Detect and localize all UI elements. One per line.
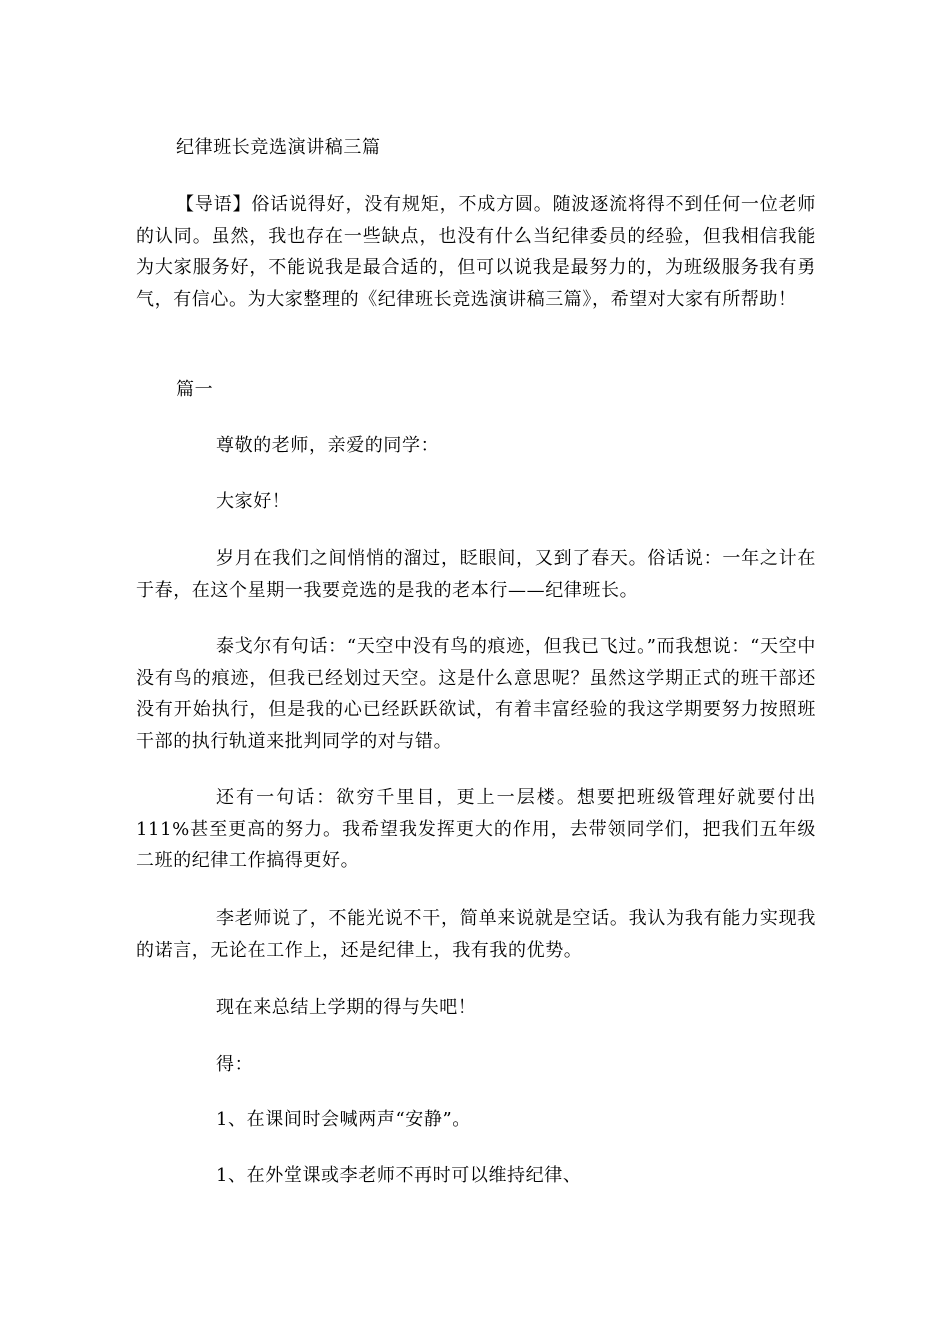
- document-title: 纪律班长竞选演讲稿三篇: [176, 137, 381, 158]
- list-item: 1、在外堂课或李老师不再时可以维持纪律、: [216, 1165, 582, 1186]
- summary-line: 现在来总结上学期的得与失吧！: [216, 997, 477, 1018]
- paragraph-1: 岁月在我们之间悄悄的溜过，眨眼间，又到了春天。俗话说：一年之计在于春，在这个星期一我要竞选的是我的老本行——纪律班长。: [136, 548, 816, 601]
- paragraph-4: 李老师说了，不能光说不干，简单来说就是空话。我认为我有能力实现我的诺言，无论在工作上，还是纪律上，我有我的优势。: [136, 908, 816, 961]
- section-heading: 篇一: [176, 379, 214, 400]
- paragraph-3: 还有一句话：欲穷千里目，更上一层楼。想要把班级管理好就要付出111%甚至更高的努力。我希望我发挥更大的作用，去带领同学们，把我们五年级二班的纪律工作搞得更好。: [136, 787, 816, 871]
- greeting: 大家好！: [216, 491, 291, 512]
- intro-paragraph: 【导语】俗话说得好，没有规矩，不成方圆。随波逐流将得不到任何一位老师的认同。虽然，我也存在一些缺点，也没有什么当纪律委员的经验，但我相信我能为大家服务好，不能说我是最合适的，但可以说我是最努力的，为班级服务我有勇气，有信心。为大家整理的《纪律班长竞选演讲稿三篇》，希望对大家有所帮助！: [136, 194, 816, 310]
- salutation: 尊敬的老师，亲爱的同学：: [216, 435, 440, 456]
- gains-label: 得：: [216, 1054, 254, 1075]
- paragraph-2: 泰戈尔有句话：“天空中没有鸟的痕迹，但我已飞过。”而我想说：“天空中没有鸟的痕迹，但我已经划过天空。这是什么意思呢？虽然这学期正式的班干部还没有开始执行，但是我的心已经跃跃欲试，有着丰富经验的我这学期要努力按照班干部的执行轨道来批判同学的对与错。: [136, 636, 816, 752]
- list-item: 1、在课间时会喊两声“安静”。: [216, 1109, 471, 1130]
